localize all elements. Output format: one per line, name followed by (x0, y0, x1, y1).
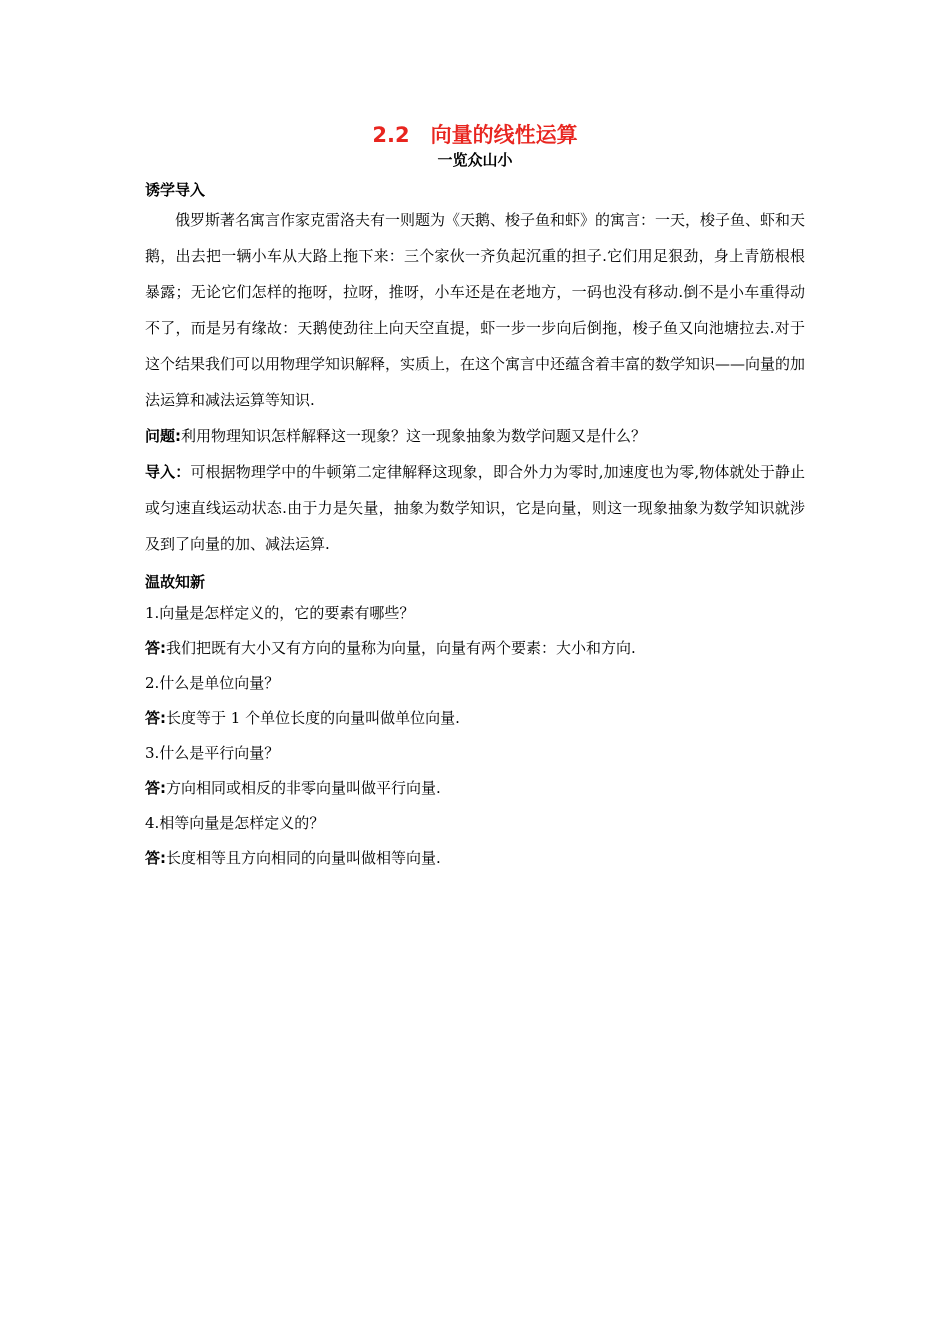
story-paragraph: 俄罗斯著名寓言作家克雷洛夫有一则题为《天鹅、梭子鱼和虾》的寓言：一天，梭子鱼、虾和天鹅，出去把一辆小车从大路上拖下来：三个家伙一齐负起沉重的担子.它们用足狠劲，身上青筋根根暴露；无论它们怎样的拖呀，拉呀，推呀，小车还是在老地方，一码也没有移动.倒不是小车重得动不了，而是另有缘故：天鹅使劲往上向天空直提，虾一步一步向后倒拖，梭子鱼又向池塘拉去.对于这个结果我们可以用物理学知识解释，实质上，在这个寓言中还蕴含着丰富的数学知识——向量的加法运算和减法运算等知识. (145, 211, 806, 409)
answer-text: 方向相同或相反的非零向量叫做平行向量. (166, 779, 441, 797)
intro-label: 导入： (145, 463, 191, 481)
answer-text: 长度等于 1 个单位长度的向量叫做单位向量. (166, 709, 460, 727)
review-question: 4.相等向量是怎样定义的？ (145, 814, 325, 832)
review-list (145, 596, 805, 876)
answer-label: 答: (145, 779, 166, 797)
answer-label: 答: (145, 849, 166, 867)
question-label: 问题: (145, 427, 181, 445)
review-question: 2.什么是单位向量？ (145, 674, 280, 692)
question-text: 利用物理知识怎样解释这一现象？这一现象抽象为数学问题又是什么？ (181, 427, 647, 445)
document-content (145, 120, 805, 876)
review-answer (145, 631, 805, 666)
review-question: 1.向量是怎样定义的，它的要素有哪些？ (145, 604, 415, 622)
page-title: 2.2 向量的线性运算 (372, 123, 578, 147)
section-heading-intro: 诱学导入 (145, 181, 206, 199)
answer-label: 答: (145, 639, 166, 657)
question-paragraph (145, 418, 805, 454)
review-answer (145, 701, 805, 736)
answer-text: 长度相等且方向相同的向量叫做相等向量. (166, 849, 441, 867)
section-heading-review: 温故知新 (145, 573, 206, 591)
review-question: 3.什么是平行向量？ (145, 744, 280, 762)
page-subtitle: 一览众山小 (437, 151, 513, 169)
intro-paragraph (145, 454, 805, 562)
intro-text: 可根据物理学中的牛顿第二定律解释这现象，即合外力为零时,加速度也为零,物体就处于静止或匀速直线运动状态.由于力是矢量，抽象为数学知识，它是向量，则这一现象抽象为数学知识就涉及到了向量的加、减法运算. (145, 463, 805, 553)
answer-label: 答: (145, 709, 166, 727)
review-answer (145, 841, 805, 876)
answer-text: 我们把既有大小又有方向的量称为向量，向量有两个要素：大小和方向. (166, 639, 636, 657)
review-answer (145, 771, 805, 806)
